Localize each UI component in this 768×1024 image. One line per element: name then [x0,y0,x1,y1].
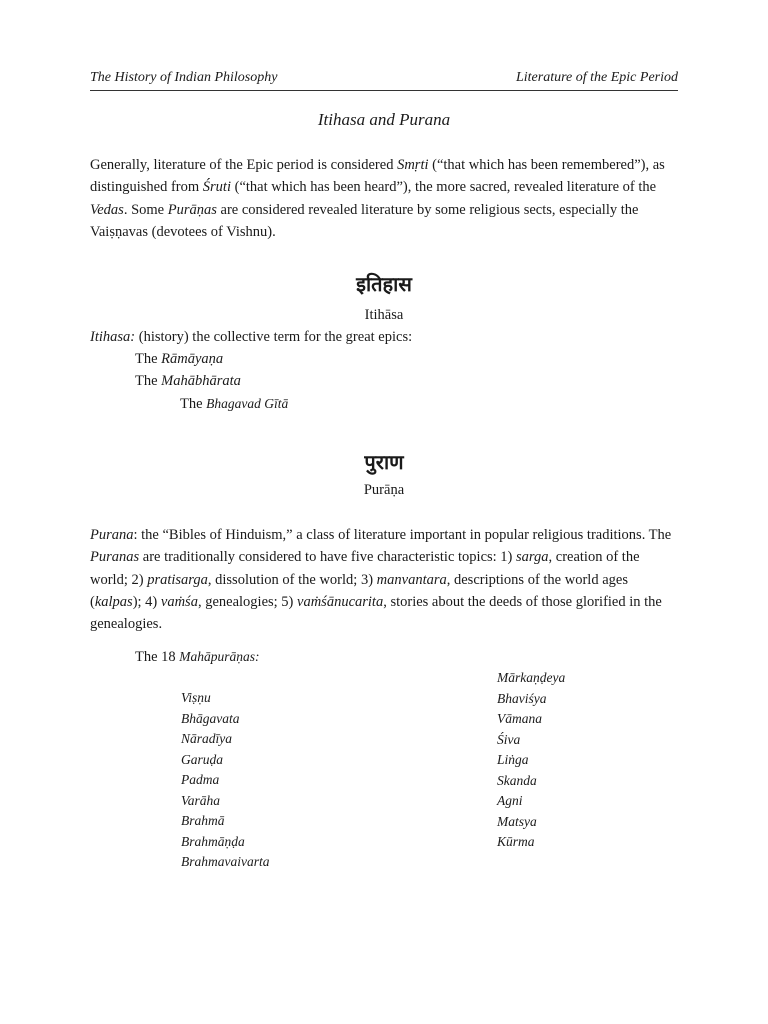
right-list-item: Mārkaṇḍeya [497,670,566,685]
header-chapter-title: Literature of the Epic Period [515,70,678,85]
left-list-item: Garuḍa [181,751,224,767]
epic-mahabharata: The Mahābhārata [135,373,241,389]
running-header [90,68,678,91]
itihasa-transliteration: Itihāsa [364,307,404,323]
left-list-item: Nāradīya [181,731,233,746]
right-list-item: Śiva [497,731,521,747]
left-list-item: Brahmā [181,813,225,828]
itihasa-definition: Itihasa: (history) the collective term for the great epics: [90,329,413,345]
left-list-item: Varāha [181,792,221,808]
right-list-item: Kūrma [497,834,535,849]
epic-ramayana: The Rāmāyaṇa [135,351,224,367]
intro-paragraph: Generally, literature of the Epic period is considered Smṛti (“that which has been remembered”), as distinguished from Śruti (“that which has been heard”), the more sacred, revealed literature of the Vedas. Some Purāṇas are considered revealed literature by some religious sects, especially the Vaiṣṇavas (devotees of Vishnu). [90,157,665,240]
left-list-item: Viṣṇu [181,690,211,705]
epic-bhagavad-gita: The Bhagavad Gītā [180,396,289,412]
header-book-title: The History of Indian Philosophy [90,70,278,85]
right-list-item: Skanda [497,772,537,788]
right-list-item: Bhaviśya [497,690,547,706]
left-list-item: Brahmavaivarta [181,854,270,869]
right-list-item: Liṅga [497,752,529,767]
itihasa-devanagari-heading: इतिहास [356,272,412,296]
right-list-item: Matsya [497,813,537,829]
right-list-item: Agni [497,793,523,808]
page-title: Itihasa and Purana [317,110,451,129]
right-list-item: Vāmana [497,711,542,726]
left-list-item: Brahmāṇḍa [181,833,245,849]
mahapuranas-intro: The 18 Mahāpurāṇas: [135,649,260,665]
purana-transliteration: Purāṇa [363,482,405,498]
purana-paragraph: Purana: the “Bibles of Hinduism,” a class of literature important in popular religious traditions. The Puranas are traditionally considered to have five characteristic topics: 1) sarga, creation of the world; 2) pratisarga, dissolution of the world; 3) manvantara, descriptions of the world ages (kalpas); 4) vaṁśa, genealogies; 5) vaṁśānucarita, stories about the deeds of those glorified in the genealogies. [90,527,672,633]
left-list-item: Padma [181,772,220,787]
purana-devanagari-heading: पुराण [364,450,404,474]
left-list-item: Bhāgavata [181,710,240,726]
